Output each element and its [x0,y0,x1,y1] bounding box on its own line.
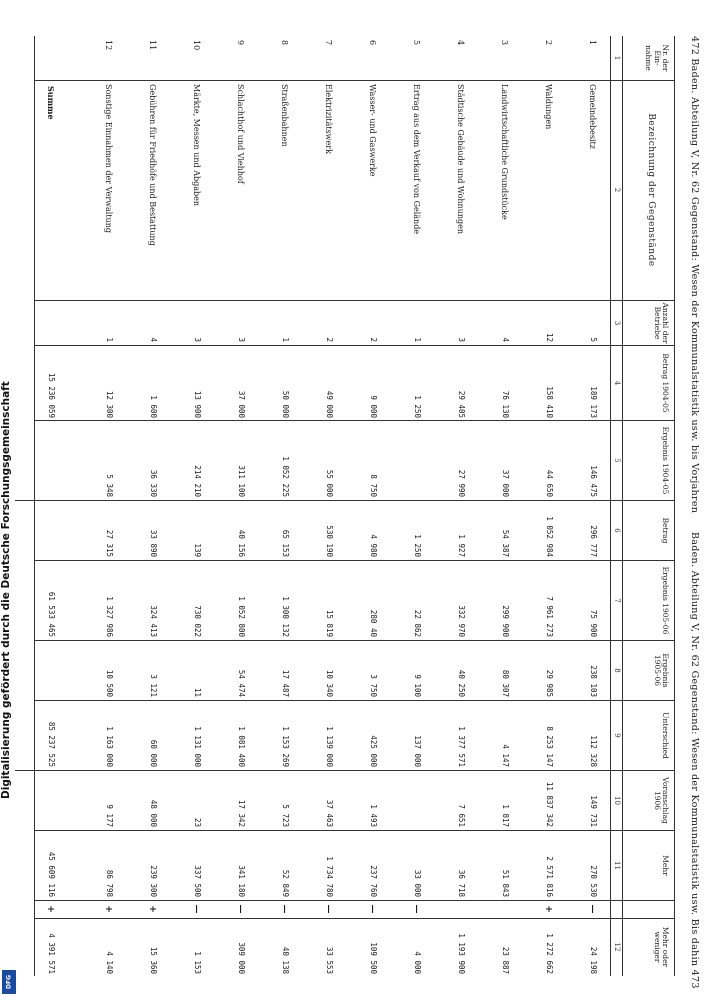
cell-c4: 13 900 [193,390,202,418]
cell-c5: 146 475 [589,465,598,497]
totals-c12: 4 391 571 [47,933,56,974]
cell-name: Sonstige Einnahmen der Verwaltung [104,84,113,234]
cell-c5: 214 210 [193,465,202,497]
cell-c10: 1 493 [369,804,378,827]
cell-c11: 33 000 [413,869,422,897]
cell-c5: 27 990 [457,469,466,497]
totals-c4: 15 236 059 [47,372,56,418]
colhdr-mehr: Mehr [661,855,670,876]
cell-c10: 48 000 [149,799,158,827]
colhdr-nr: Nr. der Ein-nahme [644,44,670,72]
cell-nr: 12 [104,40,113,51]
table-row [313,36,339,976]
cell-c9: 137 000 [413,735,422,767]
colnum: 7 [613,598,621,603]
table-row [445,36,471,976]
cell-c5: 8 750 [369,474,378,497]
colhdr-unterschied: Unterschied [661,712,670,759]
cell-c3: 4 [149,337,158,342]
cell-sign: — [279,904,289,914]
totals-label: Summe [46,86,56,120]
cell-c9: 1 153 269 [281,726,290,767]
cell-c3: 2 [369,337,378,342]
cell-c6: 4 980 [369,534,378,557]
table-row [577,36,603,976]
totals-row [35,36,61,976]
table-row [357,36,383,976]
cell-name: Schlachthof und Viehhof [236,84,245,184]
cell-c6: 27 315 [105,529,114,557]
cell-c12: 1 272 662 [545,933,554,974]
cell-c9: 60 000 [149,739,158,767]
cell-c12: 24 198 [589,946,598,974]
cell-c9: 8 253 147 [545,726,554,767]
cell-c10: 7 651 [457,804,466,827]
cell-c5: 37 000 [501,469,510,497]
table-row [269,36,295,976]
table-row [225,36,251,976]
colnum: 9 [613,733,621,738]
colnum-bottom-rule [610,36,611,976]
cell-c5: 44 650 [545,469,554,497]
cell-name: Straßenbahnen [280,84,289,147]
cell-nr: 1 [588,40,597,46]
cell-c9: 1 139 000 [325,726,334,767]
cell-c11: 51 843 [501,869,510,897]
page-header-right: Baden. Abteilung V, Nr. 62 Gegenstand: Wesen der Kommunalstatistik usw. Bis dahin 473 [689,532,700,989]
cell-c9: 1 081 400 [237,726,246,767]
cell-c5: 36 330 [149,469,158,497]
cell-c5: 311 100 [237,465,246,497]
cell-c7: 730 022 [193,605,202,637]
cell-c12: 23 887 [501,946,510,974]
cell-c12: 4 140 [105,951,114,974]
cell-sign: — [235,904,245,914]
cell-c7: 1 300 132 [281,596,290,637]
cell-c11: 2 571 816 [545,856,554,897]
page-header-left: 472 Baden. Abteilung V, Nr. 62 Gegenstand: Wesen der Kommunalstatistik usw. bis Vorjahren [689,36,700,514]
totals-c11: 45 609 116 [47,851,56,897]
cell-c6: 1 927 [457,534,466,557]
cell-nr: 2 [544,40,553,46]
cell-nr: 3 [500,40,509,46]
cell-c11: 337 500 [193,865,202,897]
cell-c12: 1 153 [193,951,202,974]
table-top-rule [674,36,675,976]
cell-c5: 55 000 [325,469,334,497]
cell-nr: 11 [148,40,157,51]
cell-c4: 158 410 [545,386,554,418]
cell-name: Landwirtschaftliche Grundstücke [500,84,509,220]
colhdr-ergebnis-1905a: Ergebnis 1905-06 [661,566,670,635]
cell-c9: 1 377 571 [457,726,466,767]
cell-c8: 40 250 [457,669,466,697]
colnum: 12 [613,942,621,952]
cell-c4: 1 250 [413,395,422,418]
colhdr-ergebnis-1904: Ergebnis 1904-05 [661,426,670,495]
cell-sign: — [323,904,333,914]
cell-c3: 1 [281,337,290,342]
cell-c8: 9 100 [413,674,422,697]
cell-c7: 22 862 [413,609,422,637]
cell-name: Märkte, Messen und Abgaben [192,84,201,206]
colnum: 4 [613,380,621,386]
cell-c4: 1 600 [149,395,158,418]
cell-c9: 112 328 [589,735,598,767]
cell-c8: 29 985 [545,669,554,697]
cell-c3: 1 [413,337,422,342]
cell-c6: 65 153 [281,529,290,557]
totals-c7: 61 533 465 [47,591,56,637]
cell-c4: 12 300 [105,390,114,418]
cell-c7: 299 900 [501,605,510,637]
cell-c11: 341 180 [237,865,246,897]
table-row [137,36,163,976]
totals-sign: + [45,905,55,913]
cell-c6: 1 052 984 [545,516,554,557]
cell-c7: 332 970 [457,605,466,637]
colhdr-mehr-weniger: Mehr oder weniger [652,926,670,968]
cell-name: Wasser- und Gaswerke [368,84,377,177]
cell-c4: 29 405 [457,390,466,418]
cell-c6: 33 890 [149,529,158,557]
cell-c10: 9 177 [105,804,114,827]
colnum: 5 [613,458,621,463]
colhdr-betrag: Betrag [661,517,670,544]
cell-c7: 280 40 [369,609,378,637]
cell-c8: 3 750 [369,674,378,697]
cell-c5: 1 052 225 [281,456,290,497]
cell-c12: 309 000 [237,942,246,974]
cell-c4: 50 000 [281,390,290,418]
cell-c8: 238 103 [589,665,598,697]
cell-c6: 530 190 [325,525,334,557]
cell-c9: 4 147 [501,744,510,767]
cell-c7: 1 327 986 [105,596,114,637]
colhdr-name: Bezeichnung der Gegenstände [646,113,656,267]
cell-c8: 3 121 [149,674,158,697]
cell-c11: 237 760 [369,865,378,897]
cell-c10: 1 817 [501,804,510,827]
cell-c4: 189 173 [589,386,598,418]
cell-sign: + [147,905,157,913]
cell-c11: 86 798 [105,869,114,897]
colhdr-voranschlag: Voranschlag 1906 [652,777,670,824]
cell-c6: 139 [193,543,202,557]
cell-c11: 1 734 780 [325,856,334,897]
colhdr-betrag-1904: Betrag 1904-05 [661,353,670,413]
cell-c3: 2 [325,337,334,342]
cell-name: Gebühren für Friedhöfe und Bestattung [148,84,157,246]
digitization-footer: Digitalisierung gefördert durch die Deutsche Forschungsgemeinschaft [0,381,12,799]
cell-c4: 37 000 [237,390,246,418]
cell-c3: 3 [193,337,202,342]
colhdr-count: Anzahl der Betriebe [652,302,670,344]
cell-c8: 10 340 [325,669,334,697]
cell-c8: 80 307 [501,669,510,697]
totals-c9: 85 237 525 [47,721,56,767]
cell-c4: 9 000 [369,395,378,418]
cell-c11: 270 530 [589,865,598,897]
cell-c12: 40 138 [281,946,290,974]
cell-c4: 49 000 [325,390,334,418]
cell-c11: 239 300 [149,865,158,897]
cell-c6: 54 387 [501,529,510,557]
cell-nr: 10 [192,40,201,51]
colnum: 6 [613,528,621,533]
cell-nr: 5 [412,40,421,46]
cell-c9: 1 131 000 [193,726,202,767]
cell-nr: 9 [236,40,245,46]
cell-c12: 4 000 [413,951,422,974]
cell-c10: 37 463 [325,799,334,827]
colnum: 8 [613,668,621,673]
cell-c10: 11 837 342 [545,781,554,827]
cell-c9: 1 163 000 [105,726,114,767]
cell-nr: 6 [368,40,377,46]
cell-c12: 33 553 [325,946,334,974]
cell-c8: 54 474 [237,669,246,697]
colhdr-ergebnis-1905b: Ergebnis 1905-06 [652,653,670,688]
cell-c5: 5 348 [105,474,114,497]
cell-sign: — [587,904,597,914]
cell-c3: 1 [105,337,114,342]
cell-c7: 324 413 [149,605,158,637]
table-row [93,36,119,976]
cell-name: Elektrizitätswerk [324,84,333,154]
cell-c3: 12 [545,332,554,342]
cell-c6: 1 250 [413,534,422,557]
cell-nr: 8 [280,40,289,46]
cell-c6: 40 156 [237,529,246,557]
cell-c3: 3 [457,337,466,342]
cell-c8: 17 487 [281,669,290,697]
cell-sign: — [191,904,201,914]
colnum: 10 [613,796,621,805]
cell-c11: 36 718 [457,869,466,897]
cell-sign: — [367,904,377,914]
cell-c4: 76 130 [501,390,510,418]
cell-c9: 425 000 [369,735,378,767]
cell-c8: 11 [193,687,202,697]
table-row [489,36,515,976]
cell-name: Gemeindebesitz [588,84,597,149]
dfg-logo-icon: DFG [2,970,16,994]
cell-nr: 4 [456,40,465,46]
cell-c12: 109 500 [369,942,378,974]
cell-c10: 149 731 [589,795,598,827]
cell-c10: 5 723 [281,804,290,827]
cell-c7: 1 052 800 [237,596,246,637]
cell-c8: 10 500 [105,669,114,697]
cell-c3: 3 [237,337,246,342]
cell-c3: 5 [589,337,598,342]
cell-nr: 7 [324,40,333,46]
cell-c7: 15 819 [325,609,334,637]
colnum: 3 [613,320,621,326]
cell-sign: + [543,905,553,913]
cell-c11: 52 849 [281,869,290,897]
cell-c7: 75 900 [589,609,598,637]
colnum: 11 [613,861,621,870]
cell-c12: 1 193 900 [457,933,466,974]
table-row [181,36,207,976]
cell-name: Waldungen [544,84,553,130]
colnum: 1 [613,55,621,61]
cell-sign: — [411,904,421,914]
table-row [401,36,427,976]
cell-c3: 4 [501,337,510,342]
table-row [533,36,559,976]
cell-name: Städtische Gebäude und Wohnungen [456,84,465,235]
cell-name: Ertrag aus dem Verkauf von Gelände [412,84,421,235]
colnum: 2 [613,187,621,193]
cell-c12: 15 360 [149,946,158,974]
cell-c7: 7 961 273 [545,596,554,637]
cell-c10: 17 342 [237,799,246,827]
header-bottom-rule [622,36,623,976]
cell-c6: 296 777 [589,525,598,557]
cell-c10: 23 [193,817,202,827]
cell-sign: + [103,905,113,913]
